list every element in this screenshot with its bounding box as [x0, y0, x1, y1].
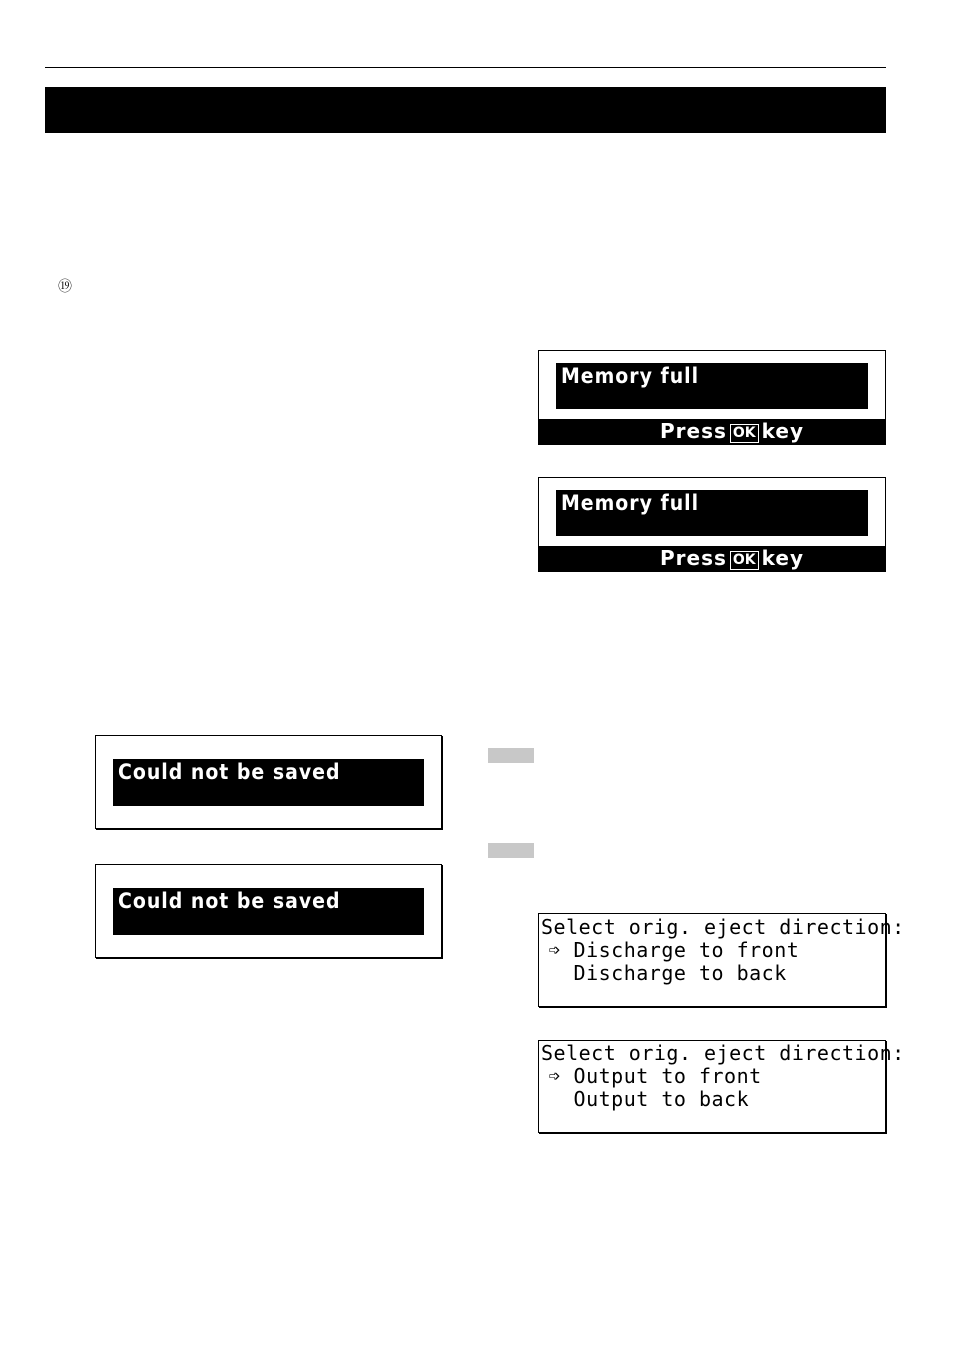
eject-direction-screen: [538, 913, 905, 1007]
footer-suffix: key: [761, 546, 805, 570]
lcd-footer: [539, 546, 885, 571]
option-label: Output to front: [573, 1064, 762, 1088]
selection-arrow-icon: ➩: [548, 938, 561, 962]
top-rule: [45, 67, 886, 68]
menu-option[interactable]: [541, 1088, 885, 1111]
ok-key-icon: OK: [730, 551, 759, 570]
could-not-save-screen: [95, 864, 442, 958]
menu-lines: [541, 915, 905, 985]
lcd-message: Could not be saved: [113, 759, 424, 806]
menu-title: Select orig. eject direction:: [541, 1041, 905, 1065]
footer-prefix: Press: [659, 419, 727, 443]
step-tab: [488, 843, 534, 858]
option-label: Discharge to back: [573, 961, 787, 985]
section-marker: ⑲: [58, 279, 72, 295]
memory-full-screen: [538, 350, 886, 445]
lcd-footer: [539, 419, 885, 444]
ok-key-icon: OK: [730, 424, 759, 443]
menu-option[interactable]: [541, 962, 885, 985]
option-label: Discharge to front: [573, 938, 800, 962]
lcd-message: Memory full: [556, 490, 868, 536]
footer-suffix: key: [761, 419, 805, 443]
option-label: Output to back: [573, 1087, 750, 1111]
footer-prefix: Press: [659, 546, 727, 570]
menu-lines: [541, 1041, 905, 1111]
lcd-message: Memory full: [556, 363, 868, 409]
could-not-save-screen: [95, 735, 442, 829]
lcd-message: Could not be saved: [113, 888, 424, 935]
eject-direction-screen: [538, 1040, 905, 1133]
menu-option-selected[interactable]: [541, 939, 885, 962]
selection-arrow-icon: ➩: [548, 1064, 561, 1088]
menu-option-selected[interactable]: [541, 1065, 885, 1088]
menu-title: Select orig. eject direction:: [541, 915, 905, 939]
step-tab: [488, 748, 534, 763]
memory-full-screen: [538, 477, 886, 572]
section-title-bar: [45, 87, 886, 133]
